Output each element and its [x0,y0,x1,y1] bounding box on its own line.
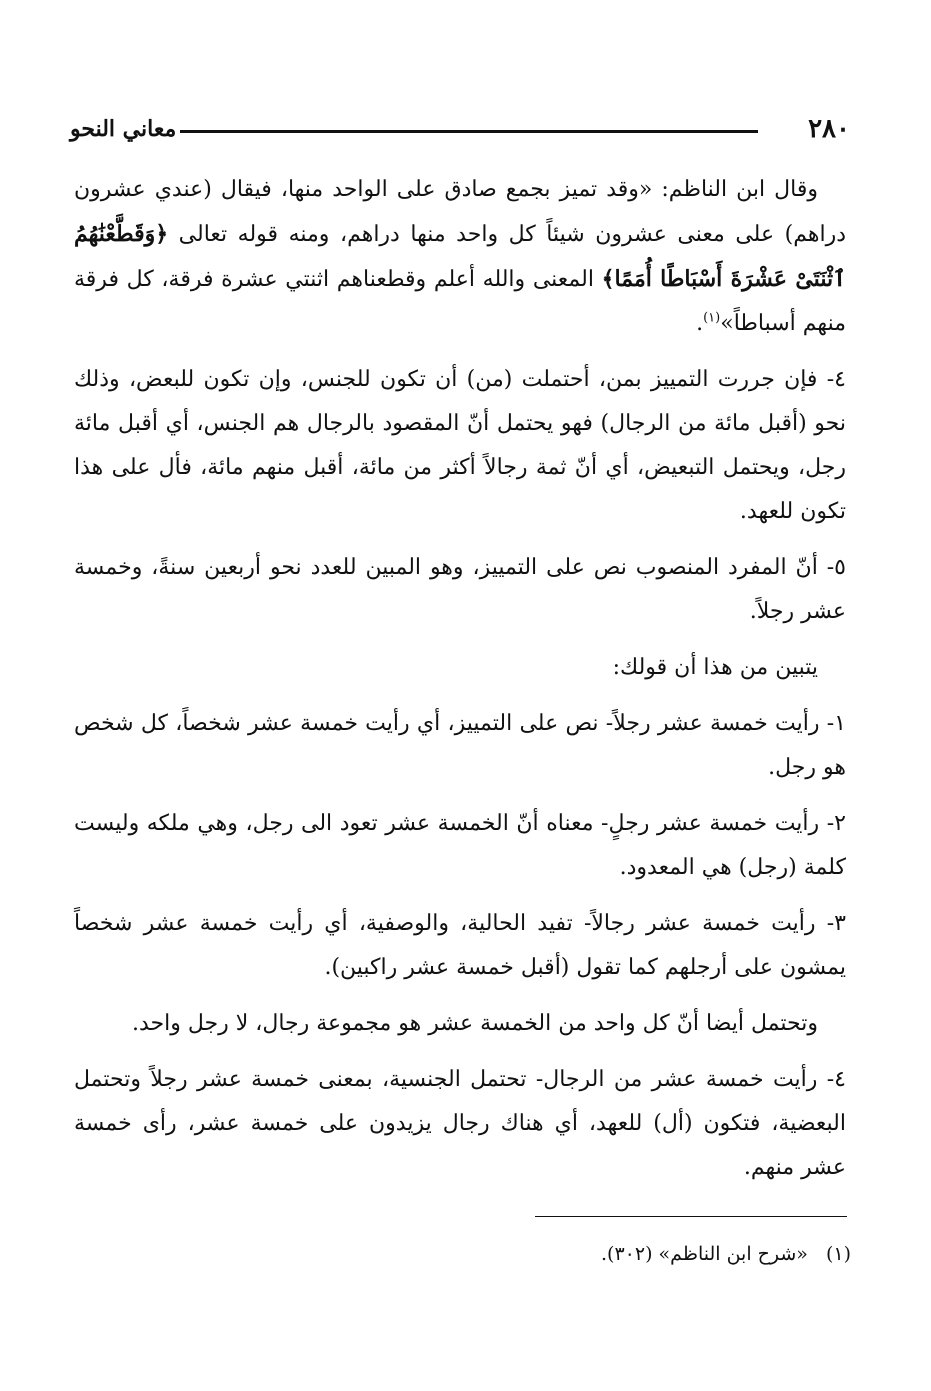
paragraph-example-4: ٤- رأيت خمسة عشر من الرجال- تحتمل الجنسية، بمعنى خمسة عشر رجلاً وتحتمل البعضية، فتكون (أل) للعهد، أي هناك رجال يزيدون على خمسة عشر، رأى خمسة عشر منهم. [74,1067,846,1180]
paragraph-ibn-nazim-quote [74,168,846,346]
paragraph-example-3-note: وتحتمل أيضا أنّ كل واحد من الخمسة عشر هو مجموعة رجال، لا رجل واحد. [131,1011,818,1036]
footnote [91,1238,851,1270]
footnote-reference[interactable]: (١) [703,310,721,326]
quote-text-end: المعنى والله أعلم وقطعناهم اثنتي عشرة فرقة، كل فرقة منهم أسباطاً» [74,267,846,336]
page-header [70,110,850,150]
paragraph-item-4-min: ٤- فإن جررت التمييز بمن، أحتملت (من) أن تكون للجنس، وإن تكون للبعض، وذلك نحو (أقبل مائة من الرجال) فهو يحتمل أنّ المقصود بالرجال هم الجنس، أي أقبل مائة رجل، ويحتمل التبعيض، أي أنّ ثمة رجالاً أكثر من مائة، أقبل منهم مائة، فأل على هذا تكون للعهد. [74,367,846,524]
header-rule [180,130,758,133]
page-number: ٢٨٠ [808,114,850,144]
paragraph-example-3: ٣- رأيت خمسة عشر رجالاً- تفيد الحالية، والوصفية، أي رأيت خمسة عشر شخصاً يمشون على أرجلهم كما تقول (أقبل خمسة عشر راكبين). [74,911,846,980]
paragraph-item-5-mansub: ٥- أنّ المفرد المنصوب نص على التمييز، وهو المبين للعدد نحو أربعين سنةً، وخمسة عشر رجلاً. [74,555,846,624]
paragraph-summary-intro: يتبين من هذا أن قولك: [612,655,818,680]
footnote-text: «شرح ابن الناظم» (٣٠٢). [601,1243,808,1265]
footnote-number: (١) [825,1243,851,1265]
paragraph-example-2: ٢- رأيت خمسة عشر رجلٍ- معناه أنّ الخمسة عشر تعود الى رجل، وهي ملكه وليست كلمة (رجل) هي المعدود. [74,811,846,880]
footnote-separator [535,1216,847,1217]
quote-text-start: وقال ابن الناظم: «وقد تميز بجمع صادق على الواحد منها، فيقال (عندي عشرون دراهم) على معنى عشرون شيئاً كل واحد منها دراهم، ومنه قوله تعالى [74,177,846,247]
quran-verse: ﴿وَقَطَّعْنَٰهُمُ ٱثْنَتَىْ عَشْرَةَ أَسْبَاطًا أُمَمًا﴾ [74,221,846,292]
main-text [74,168,846,1202]
book-title: معاني النحو [70,116,177,142]
sentence-end: . [696,311,704,336]
paragraph-example-1: ١- رأيت خمسة عشر رجلاً- نص على التمييز، أي رأيت خمسة عشر شخصاً، كل شخص هو رجل. [74,711,846,780]
